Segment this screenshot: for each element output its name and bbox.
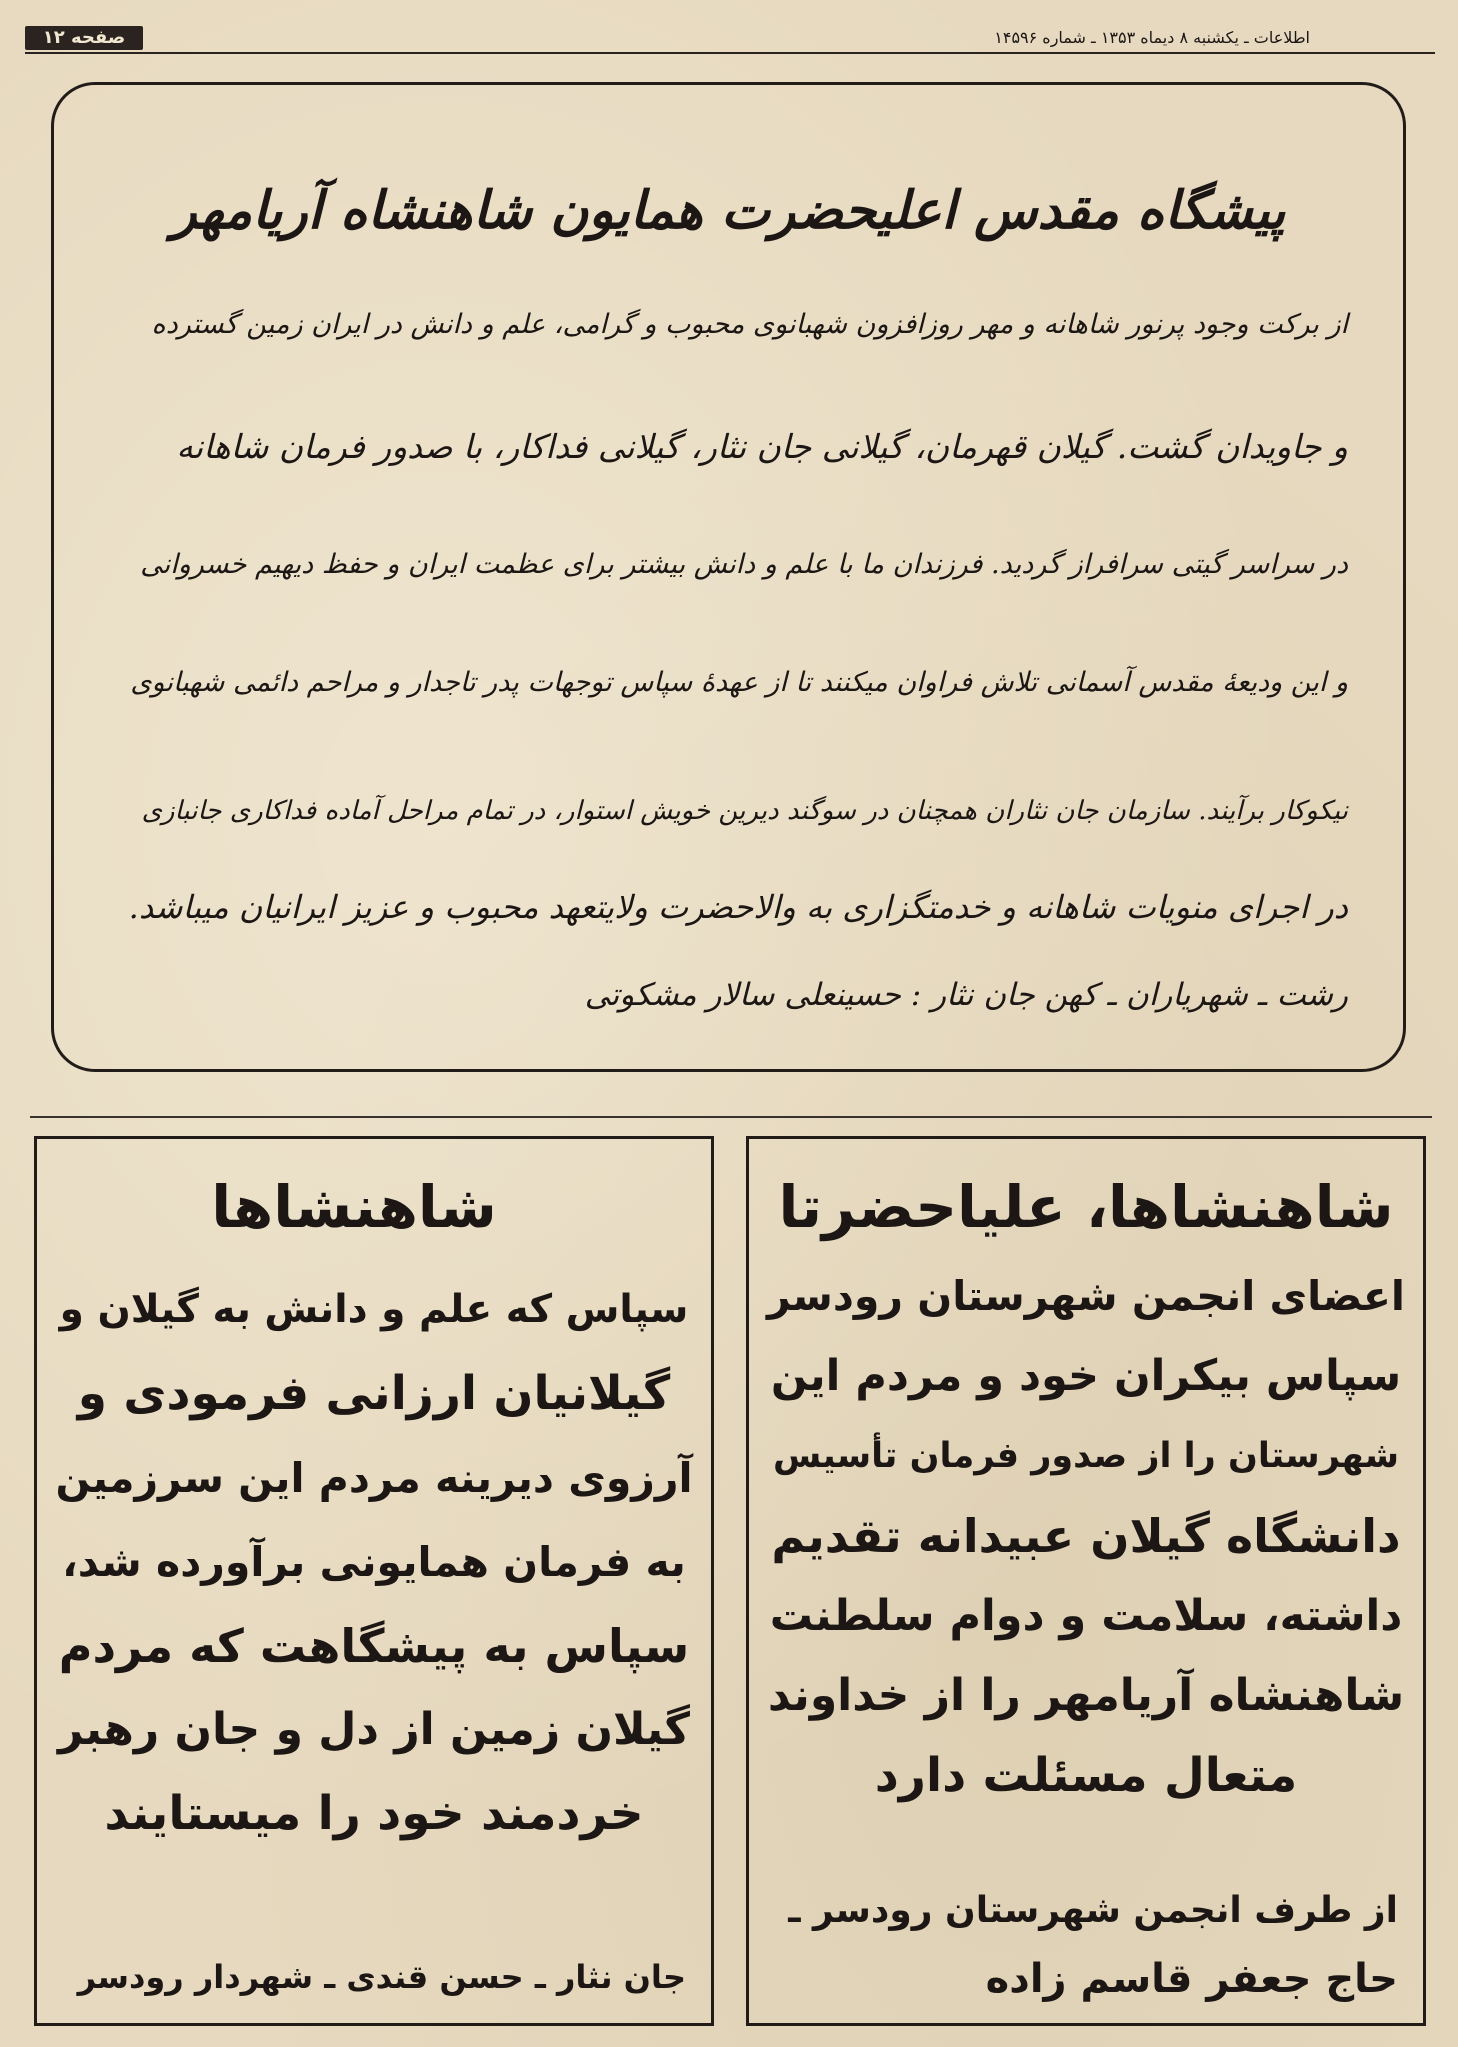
- left-box-line: خردمند خود را میستایند: [104, 1786, 644, 1841]
- royal-address-line: و این ودیعهٔ مقدس آسمانی تلاش فراوان میکنند تا از عهدهٔ سپاس توجهات پدر تاجدار و مراحم دائمی شهبانوی: [130, 667, 1348, 698]
- royal-address-line: از برکت وجود پرنور شاهانه و مهر روزافزون شهبانوی محبوب و گرامی، علم و دانش در ایران زمین گسترده: [151, 309, 1348, 340]
- right-box-line: شهرستان را از صدور فرمان تأسیس: [772, 1436, 1400, 1476]
- left-box-line: آرزوی دیرینه مردم این سرزمین: [55, 1454, 693, 1502]
- right-box-line: اعضای انجمن شهرستان رودسر: [767, 1272, 1405, 1320]
- left-box-signature: جان نثار ـ حسن قندی ـ شهردار رودسر: [77, 1958, 686, 1996]
- left-box-line: سپاس که علم و دانش به گیلان و: [59, 1287, 689, 1332]
- page-number-badge: صفحه ۱۲: [25, 26, 143, 50]
- right-box-line: شاهنشاه آریامهر را از خداوند: [767, 1670, 1405, 1721]
- right-box-signature-line: از طرف انجمن شهرستان رودسر ـ: [788, 1890, 1398, 1931]
- royal-address-signature: رشت ـ شهریاران ـ کهن جان نثار : حسینعلی سالار مشکوتی: [584, 977, 1348, 1013]
- right-box-line: متعال مسئلت دارد: [874, 1748, 1298, 1803]
- royal-address-line: در اجرای منویات شاهانه و خدمتگزاری به والاحضرت ولایتعهد محبوب و عزیز ایرانیان میباشد.: [128, 888, 1348, 926]
- royal-address-line: و جاویدان گشت. گیلان قهرمان، گیلانی جان نثار، گیلانی فداکار، با صدور فرمان شاهانه: [176, 427, 1348, 466]
- right-box-line: سپاس بیکران خود و مردم این: [770, 1351, 1402, 1401]
- left-box-line: به فرمان همایونی برآورده شد،: [62, 1538, 686, 1586]
- royal-address-frame: [51, 82, 1406, 1072]
- right-box-signature-line: حاج جعفر قاسم زاده: [985, 1956, 1398, 2002]
- page-header: [25, 26, 1435, 54]
- left-box-title: شاهنشاها: [211, 1173, 497, 1241]
- right-box-line: داشته، سلامت و دوام سلطنت: [769, 1591, 1403, 1641]
- right-box-line: دانشگاه گیلان عبیدانه تقدیم: [771, 1509, 1401, 1563]
- royal-address-line: در سراسر گیتی سرافراز گردید. فرزندان ما با علم و دانش بیشتر برای عظمت ایران و حفظ دیهیم خسروانی: [140, 549, 1348, 580]
- right-box-title: شاهنشاها، علیاحضرتا: [778, 1173, 1394, 1241]
- left-box-line: گیلانیان ارزانی فرمودی و: [77, 1366, 671, 1421]
- royal-address-title: پیشگاه مقدس اعلیحضرت همایون شاهنشاه آریامهر: [171, 180, 1286, 241]
- left-announcement-box: [34, 1136, 714, 2026]
- royal-address-line: نیکوکار برآیند. سازمان جان نثاران همچنان در سوگند دیرین خویش استوار، در تمام مراحل آماده فداکاری جانبازی: [141, 796, 1348, 826]
- left-box-line: گیلان زمین از دل و جان رهبر: [57, 1704, 691, 1755]
- dateline: اطلاعات ـ یکشنبه ۸ دیماه ۱۳۵۳ ـ شماره ۱۴۵۹۶: [994, 28, 1310, 47]
- header-rule: [25, 52, 1435, 54]
- right-announcement-box: [746, 1136, 1426, 2026]
- section-divider: [30, 1116, 1432, 1118]
- left-box-line: سپاس به پیشگاهت که مردم: [58, 1619, 690, 1673]
